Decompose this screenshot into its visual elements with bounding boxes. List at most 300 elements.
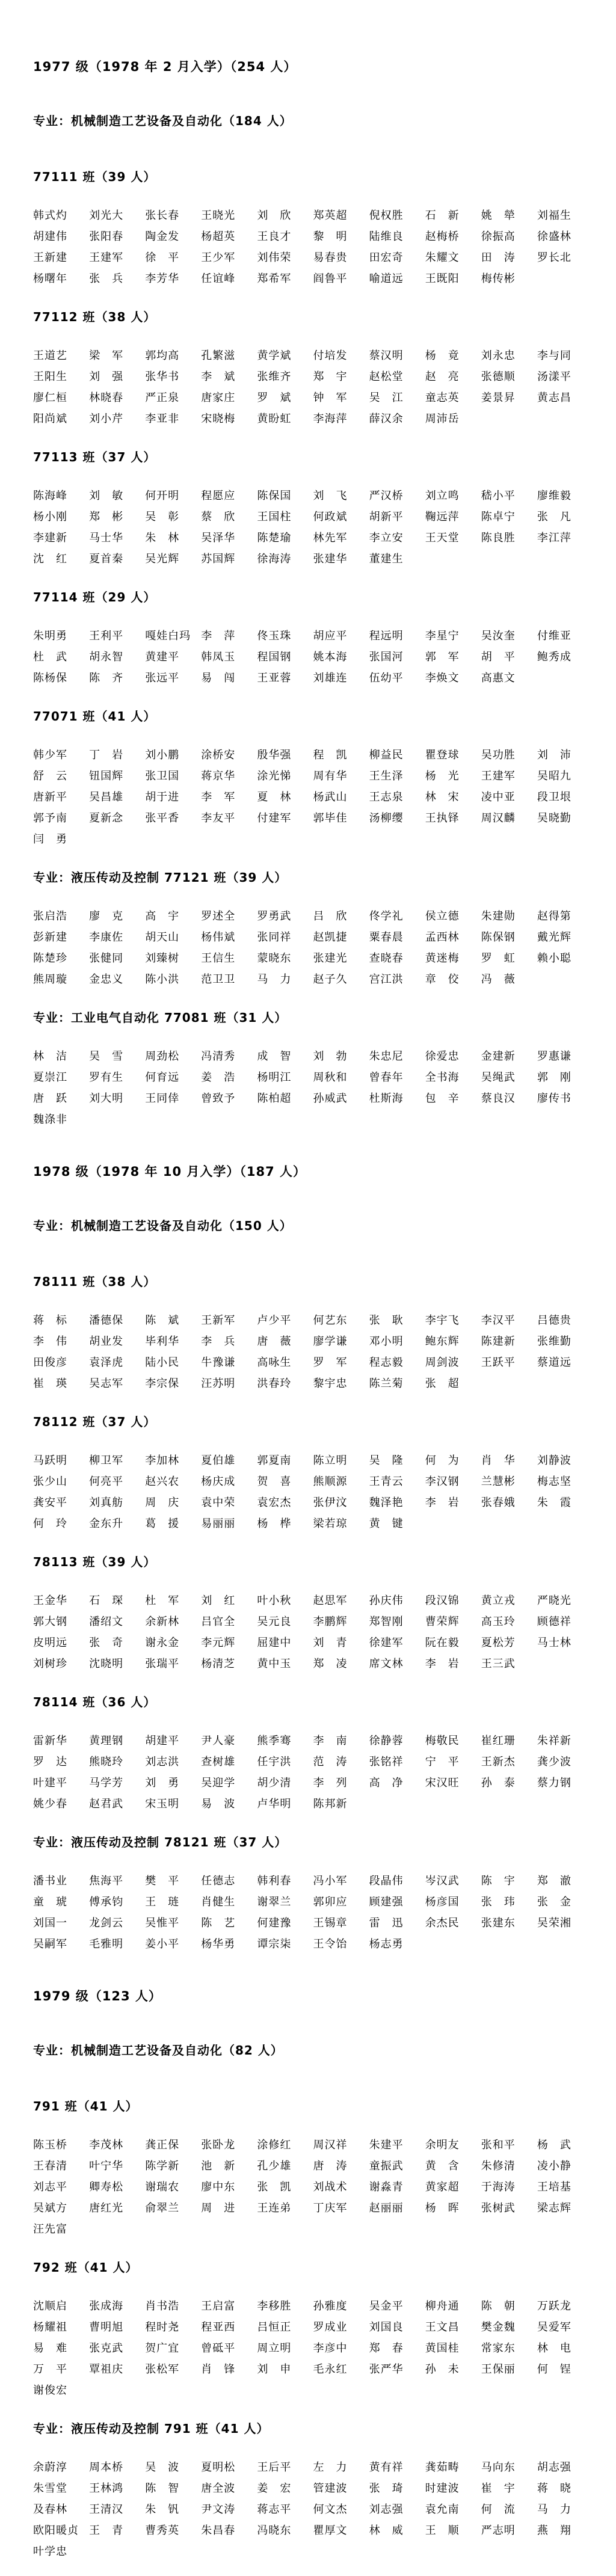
- student-name: 朱耀文: [425, 251, 460, 264]
- student-name: 廖 克: [89, 910, 124, 923]
- student-name: 阳尚斌: [33, 413, 67, 425]
- student-name: 黄有祥: [369, 2461, 404, 2474]
- student-name: 张严华: [369, 2363, 404, 2376]
- student-name: 常家东: [481, 2342, 516, 2355]
- student-name: 梅志坚: [537, 1475, 571, 1488]
- student-name: 易春贵: [313, 251, 348, 264]
- student-name: 郭卯应: [313, 1896, 348, 1908]
- class-section: [33, 2258, 592, 2401]
- student-name: 张德顺: [481, 370, 516, 383]
- student-name: 吴荣湘: [537, 1917, 571, 1929]
- student-name: 鞠远萍: [425, 511, 460, 523]
- student-name: 林 电: [537, 2342, 571, 2355]
- student-name: 王青云: [369, 1475, 404, 1488]
- student-name: 杨 晖: [425, 2202, 460, 2215]
- student-name: 李 列: [313, 1777, 348, 1789]
- student-name: 姜 浩: [201, 1071, 236, 1084]
- student-name: 成 智: [257, 1050, 292, 1063]
- student-name: 何建豫: [257, 1917, 292, 1929]
- student-name: 王 青: [89, 2524, 124, 2537]
- student-name: 徐爱忠: [425, 1050, 460, 1063]
- student-name: 易丽丽: [201, 1517, 236, 1530]
- class-section: [33, 2097, 592, 2240]
- student-name: 吴泽华: [201, 532, 236, 544]
- student-name: 谢俊宏: [33, 2384, 67, 2397]
- student-name: 洪春玲: [257, 1377, 292, 1390]
- student-name: 卢华明: [257, 1798, 292, 1810]
- student-name: 肖 锋: [201, 2363, 236, 2376]
- student-name: 朱雪堂: [33, 2482, 67, 2495]
- student-name: 杨 武: [537, 2139, 571, 2151]
- student-name: 黄建平: [145, 651, 180, 663]
- name-grid: [33, 205, 592, 289]
- student-name: 曾致予: [201, 1092, 236, 1105]
- student-name: 罗惠谦: [537, 1050, 571, 1063]
- student-name: 姚少春: [33, 1798, 67, 1810]
- student-name: 赵丽丽: [369, 2202, 404, 2215]
- student-name: 阎鲁平: [313, 272, 348, 285]
- name-grid: [33, 2135, 592, 2240]
- student-name: 涂修红: [257, 2139, 292, 2151]
- student-name: 吴汝奎: [481, 630, 516, 642]
- class-section: [33, 1833, 592, 1955]
- student-name: 罗成业: [313, 2321, 348, 2334]
- student-name: 王建军: [481, 770, 516, 782]
- student-name: 张平香: [145, 812, 180, 825]
- student-name: 何 锃: [537, 2363, 571, 2376]
- grade-title: 1979 级（123 人）: [33, 1989, 162, 2003]
- student-name: 易 难: [33, 2342, 67, 2355]
- student-name: 吴晓勤: [537, 812, 571, 825]
- grade-title: 1977 级（1978 年 2 月入学）（254 人）: [33, 60, 297, 74]
- student-name: 张 超: [425, 1377, 460, 1390]
- name-grid: [33, 906, 592, 990]
- student-name: 王既阳: [425, 272, 460, 285]
- class-section: [33, 1693, 592, 1815]
- student-name: 赵君武: [89, 1798, 124, 1810]
- student-name: 吴斌方: [33, 2202, 67, 2215]
- student-name: 彭新建: [33, 931, 67, 944]
- student-name: 吴惟平: [145, 1917, 180, 1929]
- student-name: 周劲松: [145, 1050, 180, 1063]
- student-name: 沈晓明: [89, 1658, 124, 1670]
- student-name: 梁志辉: [537, 2202, 571, 2215]
- student-name: 董建生: [369, 553, 404, 565]
- student-name: 蔡力钢: [537, 1777, 571, 1789]
- student-name: 易 闯: [201, 672, 236, 684]
- student-name: 王文昌: [425, 2321, 460, 2334]
- student-name: 吴迎学: [201, 1777, 236, 1789]
- student-name: 阮在毅: [425, 1637, 460, 1649]
- student-name: 唐家庄: [201, 392, 236, 404]
- student-name: 魏泽艳: [369, 1496, 404, 1509]
- student-name: 章 佼: [425, 973, 460, 986]
- class-heading: 78111 班（38 人）: [33, 1274, 156, 1289]
- student-name: 赵思军: [313, 1594, 348, 1607]
- student-name: 杨伟斌: [201, 931, 236, 944]
- student-name: 张国河: [369, 651, 404, 663]
- student-name: 胡少清: [257, 1777, 292, 1789]
- student-name: 杨 光: [425, 770, 460, 782]
- student-name: 樊 平: [145, 1875, 180, 1887]
- student-name: 夏新念: [89, 812, 124, 825]
- student-name: 柳舟通: [425, 2300, 460, 2313]
- student-name: 郑希军: [257, 272, 292, 285]
- student-name: 吕 欣: [313, 910, 348, 923]
- student-name: 王生泽: [369, 770, 404, 782]
- student-name: 孙 泰: [481, 1777, 516, 1789]
- class-section: [33, 168, 592, 289]
- student-name: 朱建平: [369, 2139, 404, 2151]
- class-heading: 77071 班（41 人）: [33, 709, 156, 724]
- student-name: 夏伯雄: [201, 1454, 236, 1467]
- class-heading: 专业：液压传动及控制 791 班（41 人）: [33, 2421, 270, 2436]
- student-name: 雷新华: [33, 1735, 67, 1747]
- student-name: 陈建新: [481, 1335, 516, 1348]
- student-name: 顾建强: [369, 1896, 404, 1908]
- student-name: 李元辉: [201, 1637, 236, 1649]
- student-name: 郑 宇: [313, 370, 348, 383]
- student-name: 何政斌: [313, 511, 348, 523]
- student-name: 黄盼虹: [257, 413, 292, 425]
- student-name: 李 南: [313, 1735, 348, 1747]
- student-name: 丁庆军: [313, 2202, 348, 2215]
- student-name: 黄理钢: [89, 1735, 124, 1747]
- student-name: 刘 飞: [313, 490, 348, 502]
- student-name: 黎宇忠: [313, 1377, 348, 1390]
- student-name: 罗述全: [201, 910, 236, 923]
- student-name: 王道艺: [33, 349, 67, 362]
- student-name: 宋汉旺: [425, 1777, 460, 1789]
- student-name: 高 宇: [145, 910, 180, 923]
- student-name: 雷 迅: [369, 1917, 404, 1929]
- student-name: 段晶伟: [369, 1875, 404, 1887]
- student-name: 郭均高: [145, 349, 180, 362]
- class-heading: 专业：工业电气自动化 77081 班（31 人）: [33, 1010, 288, 1025]
- student-name: 李彦中: [313, 2342, 348, 2355]
- student-name: 童志英: [425, 392, 460, 404]
- student-name: 吕恒正: [257, 2321, 292, 2334]
- student-name: 王 顺: [425, 2524, 460, 2537]
- student-name: 孙 未: [425, 2363, 460, 2376]
- student-name: 刘小鹏: [145, 749, 180, 761]
- student-name: 蒋志平: [257, 2503, 292, 2516]
- student-name: 付建军: [257, 812, 292, 825]
- student-name: 张克武: [89, 2342, 124, 2355]
- student-name: 涂桥安: [201, 749, 236, 761]
- student-name: 张伊汶: [313, 1496, 348, 1509]
- student-name: 赖小聪: [537, 952, 571, 965]
- student-name: 倪权胜: [369, 209, 404, 222]
- class-section: [33, 868, 592, 990]
- student-name: 叶建平: [33, 1777, 67, 1789]
- student-name: 佟学礼: [369, 910, 404, 923]
- student-name: 曹秀英: [145, 2524, 180, 2537]
- student-name: 王新建: [33, 251, 67, 264]
- student-name: 杨 竟: [425, 349, 460, 362]
- student-name: 陈 朝: [481, 2300, 516, 2313]
- class-section: [33, 1413, 592, 1534]
- student-name: 余新林: [145, 1615, 180, 1628]
- student-name: 徐建军: [369, 1637, 404, 1649]
- student-name: 熊顺源: [313, 1475, 348, 1488]
- student-name: 林晓春: [89, 392, 124, 404]
- student-name: 刘小芹: [89, 413, 124, 425]
- student-name: 郑智刚: [369, 1615, 404, 1628]
- student-name: 李与同: [537, 349, 571, 362]
- student-name: 唐全波: [201, 2482, 236, 2495]
- class-heading: 77113 班（37 人）: [33, 450, 156, 464]
- student-name: 李茂林: [89, 2139, 124, 2151]
- student-name: 胡永智: [89, 651, 124, 663]
- student-name: 廖仁桓: [33, 392, 67, 404]
- student-name: 肖健生: [201, 1896, 236, 1908]
- student-name: 李宇飞: [425, 1314, 460, 1327]
- student-name: 王培基: [537, 2181, 571, 2193]
- student-name: 夏崇江: [33, 1071, 67, 1084]
- student-name: 胡业发: [89, 1335, 124, 1348]
- student-name: 佟玉珠: [257, 630, 292, 642]
- student-name: 曹荣辉: [425, 1615, 460, 1628]
- student-name: 罗 虹: [481, 952, 516, 965]
- student-name: 吴 雪: [89, 1050, 124, 1063]
- student-name: 郑 澈: [537, 1875, 571, 1887]
- student-name: 朱祥新: [537, 1735, 571, 1747]
- student-name: 吴昌雄: [89, 791, 124, 804]
- student-name: 焦海平: [89, 1875, 124, 1887]
- student-name: 胡应平: [313, 630, 348, 642]
- student-name: 杨曙年: [33, 272, 67, 285]
- student-name: 王阳生: [33, 370, 67, 383]
- student-name: 唐新平: [33, 791, 67, 804]
- student-name: 童 琥: [33, 1896, 67, 1908]
- class-section: [33, 1553, 592, 1674]
- student-name: 严汉桥: [369, 490, 404, 502]
- student-name: 周秋和: [313, 1071, 348, 1084]
- student-name: 刘 沛: [537, 749, 571, 761]
- student-name: 周本桥: [89, 2461, 124, 2474]
- student-name: 吴光辉: [145, 553, 180, 565]
- student-name: 郑 春: [369, 2342, 404, 2355]
- student-name: 杨志勇: [369, 1938, 404, 1950]
- student-name: 叶学忠: [33, 2545, 67, 2558]
- student-name: 潘书业: [33, 1875, 67, 1887]
- student-name: 梁 军: [89, 349, 124, 362]
- class-heading: 77111 班（39 人）: [33, 170, 156, 184]
- student-name: 夏松芳: [481, 1637, 516, 1649]
- major-heading: 专业：机械制造工艺设备及自动化（184 人）: [33, 114, 292, 128]
- student-name: 田 涛: [481, 251, 516, 264]
- student-name: 陈卓宁: [481, 511, 516, 523]
- student-name: 陆维良: [369, 230, 404, 243]
- student-name: 高咏生: [257, 1356, 292, 1369]
- student-name: 罗 达: [33, 1756, 67, 1768]
- student-name: 何开明: [145, 490, 180, 502]
- class-section: [33, 1273, 592, 1394]
- student-name: 毛雅明: [89, 1938, 124, 1950]
- name-grid: [33, 485, 592, 570]
- student-name: 夏明松: [201, 2461, 236, 2474]
- student-name: 马跃明: [33, 1454, 67, 1467]
- student-name: 万 平: [33, 2363, 67, 2376]
- name-grid: [33, 345, 592, 429]
- student-name: 孔少雄: [257, 2160, 292, 2172]
- student-name: 叶宁华: [89, 2160, 124, 2172]
- student-name: 林 威: [369, 2524, 404, 2537]
- student-name: 程亚西: [201, 2321, 236, 2334]
- student-name: 沈 红: [33, 553, 67, 565]
- student-name: 王启富: [201, 2300, 236, 2313]
- student-name: 岑汉武: [425, 1875, 460, 1887]
- student-name: 梁若琼: [313, 1517, 348, 1530]
- student-name: 张 凡: [537, 511, 571, 523]
- student-name: 王令饴: [313, 1938, 348, 1950]
- student-name: 金建新: [481, 1050, 516, 1063]
- student-name: 潘德保: [89, 1314, 124, 1327]
- student-name: 朱 霞: [537, 1496, 571, 1509]
- student-name: 钟 军: [313, 392, 348, 404]
- student-name: 黄立戎: [481, 1594, 516, 1607]
- grade-title: 1978 级（1978 年 10 月入学）（187 人）: [33, 1164, 307, 1179]
- student-name: 沈顺启: [33, 2300, 67, 2313]
- student-name: 刘 强: [89, 370, 124, 383]
- student-name: 王三武: [481, 1658, 516, 1670]
- student-name: 刘真舫: [89, 1496, 124, 1509]
- student-name: 胡新平: [369, 511, 404, 523]
- student-name: 王林鸿: [89, 2482, 124, 2495]
- student-name: 刘国良: [369, 2321, 404, 2334]
- student-name: 谢淼青: [369, 2181, 404, 2193]
- student-name: 姚 犖: [481, 209, 516, 222]
- student-name: 张树武: [481, 2202, 516, 2215]
- class-heading: 78114 班（36 人）: [33, 1695, 156, 1709]
- student-name: 王金华: [33, 1594, 67, 1607]
- student-name: 林 洁: [33, 1050, 67, 1063]
- student-name: 廖传书: [537, 1092, 571, 1105]
- student-name: 蒙晓东: [257, 952, 292, 965]
- student-name: 朱修清: [481, 2160, 516, 2172]
- student-name: 胡 平: [481, 651, 516, 663]
- student-name: 罗 斌: [257, 392, 292, 404]
- student-name: 刘立鸣: [425, 490, 460, 502]
- student-name: 卿寿松: [89, 2181, 124, 2193]
- student-name: 包 辛: [425, 1092, 460, 1105]
- student-name: 李 岩: [425, 1496, 460, 1509]
- student-name: 范卫卫: [201, 973, 236, 986]
- student-name: 陈 齐: [89, 672, 124, 684]
- student-name: 陈 智: [145, 2482, 180, 2495]
- student-name: 蔡良汉: [481, 1092, 516, 1105]
- student-name: 陈小洪: [145, 973, 180, 986]
- student-name: 喻道远: [369, 272, 404, 285]
- student-name: 何亮平: [89, 1475, 124, 1488]
- student-name: 张卫国: [145, 770, 180, 782]
- student-name: 陈玉桥: [33, 2139, 67, 2151]
- student-name: 李亚非: [145, 413, 180, 425]
- student-name: 冯清秀: [201, 1050, 236, 1063]
- student-name: 程时尧: [145, 2321, 180, 2334]
- student-name: 杨明江: [257, 1071, 292, 1084]
- student-name: 严志明: [481, 2524, 516, 2537]
- student-name: 赵兴农: [145, 1475, 180, 1488]
- class-section: [33, 2420, 592, 2562]
- student-name: 熊晓玲: [89, 1756, 124, 1768]
- student-name: 余杰民: [425, 1917, 460, 1929]
- student-name: 皮明远: [33, 1637, 67, 1649]
- student-name: 唐 薇: [257, 1335, 292, 1348]
- student-name: 凌小静: [537, 2160, 571, 2172]
- student-name: 张阳春: [89, 230, 124, 243]
- student-name: 周沛岳: [425, 413, 460, 425]
- student-name: 石 琛: [89, 1594, 124, 1607]
- student-name: 刘大明: [89, 1092, 124, 1105]
- student-name: 吴爱军: [537, 2321, 571, 2334]
- student-name: 嘎娃白玛: [145, 630, 191, 642]
- student-name: 吴 江: [369, 392, 404, 404]
- student-name: 郭毕佳: [313, 812, 348, 825]
- student-name: 李 伟: [33, 1335, 67, 1348]
- student-name: 杜斯海: [369, 1092, 404, 1105]
- student-name: 程志毅: [369, 1356, 404, 1369]
- student-name: 高惠文: [481, 672, 516, 684]
- student-name: 宁 平: [425, 1756, 460, 1768]
- student-name: 王良才: [257, 230, 292, 243]
- student-name: 姜小平: [145, 1938, 180, 1950]
- student-name: 付培发: [313, 349, 348, 362]
- student-name: 刘志平: [33, 2181, 67, 2193]
- student-name: 刘光大: [89, 209, 124, 222]
- student-name: 陈杨保: [33, 672, 67, 684]
- student-name: 廖维毅: [537, 490, 571, 502]
- student-name: 程国钢: [257, 651, 292, 663]
- student-name: 谢翠兰: [257, 1896, 292, 1908]
- student-name: 袁宏杰: [257, 1496, 292, 1509]
- student-name: 陈兰菊: [369, 1377, 404, 1390]
- student-name: 罗勇武: [257, 910, 292, 923]
- student-name: 潘绍文: [89, 1615, 124, 1628]
- student-name: 黄志昌: [537, 392, 571, 404]
- student-name: 张启浩: [33, 910, 67, 923]
- student-name: 夏 林: [257, 791, 292, 804]
- student-name: 张和平: [481, 2139, 516, 2151]
- student-name: 刘志洪: [145, 1756, 180, 1768]
- student-name: 谢瑞农: [145, 2181, 180, 2193]
- student-name: 任德志: [201, 1875, 236, 1887]
- student-name: 刘 勃: [313, 1050, 348, 1063]
- student-name: 任宇洪: [257, 1756, 292, 1768]
- student-name: 王锡章: [313, 1917, 348, 1929]
- student-name: 李焕文: [425, 672, 460, 684]
- student-name: 杜 军: [145, 1594, 180, 1607]
- student-name: 刘静波: [537, 1454, 571, 1467]
- student-name: 谢永金: [145, 1637, 180, 1649]
- student-name: 魏涤非: [33, 1113, 67, 1126]
- student-name: 严晓光: [537, 1594, 571, 1607]
- student-name: 王新杰: [481, 1756, 516, 1768]
- student-name: 王亚蓉: [257, 672, 292, 684]
- student-name: 蔡汉明: [369, 349, 404, 362]
- student-name: 杨庆成: [201, 1475, 236, 1488]
- student-name: 闫 勇: [33, 833, 67, 846]
- student-name: 刘志强: [369, 2503, 404, 2516]
- student-name: 马士林: [537, 1637, 571, 1649]
- student-name: 蔡道远: [537, 1356, 571, 1369]
- student-name: 张健同: [89, 952, 124, 965]
- student-name: 王执铎: [425, 812, 460, 825]
- student-name: 万跃龙: [537, 2300, 571, 2313]
- student-name: 吴金平: [369, 2300, 404, 2313]
- student-name: 张瑞平: [145, 1658, 180, 1670]
